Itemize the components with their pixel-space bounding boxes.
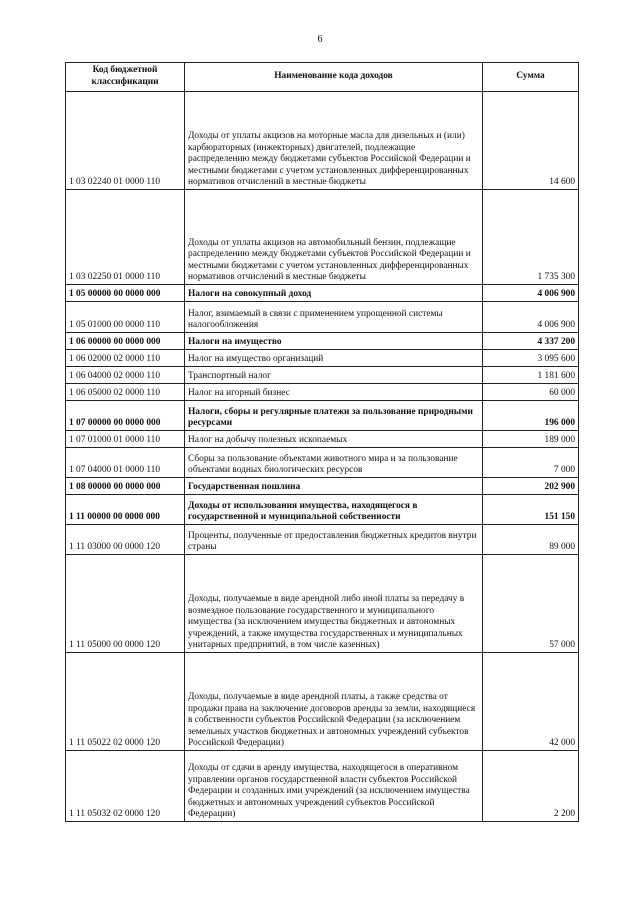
table-row (66, 478, 579, 495)
code-cell: 1 11 05022 02 0000 120 (66, 653, 185, 751)
sum-cell: 4 006 900 (483, 285, 579, 302)
name-cell: Налог на игорный бизнес (185, 384, 483, 401)
code-cell: 1 06 04000 02 0000 110 (66, 367, 185, 384)
header-code: Код бюджетной классификации (66, 63, 185, 92)
table-row (66, 653, 579, 751)
table-row (66, 495, 579, 525)
sum-cell: 4 337 200 (483, 333, 579, 350)
sum-cell: 151 150 (483, 495, 579, 525)
sum-cell: 4 006 900 (483, 302, 579, 333)
table-row (66, 555, 579, 653)
sum-cell: 60 000 (483, 384, 579, 401)
name-cell: Доходы от уплаты акцизов на моторные масла для дизельных и (или) карбюраторных (инжекторных) двигателей, подлежащие распределению между бюджетами субъектов Российской Федерации и местными бюджетами с учетом установленных дифференцированных нормативов отчислений в местные бюджеты (185, 92, 483, 190)
name-cell: Налоги на совокупный доход (185, 285, 483, 302)
table-row (66, 367, 579, 384)
name-cell: Доходы от использования имущества, находящегося в государственной и муниципальной собственности (185, 495, 483, 525)
name-cell: Доходы, получаемые в виде арендной платы, а также средства от продажи права на заключение договоров аренды за земли, находящиеся в собственности субъектов Российской Федерации (за исключением земельных участков бюджетных и автономных учреждений субъектов Российской Федерации) (185, 653, 483, 751)
table-row (66, 384, 579, 401)
code-cell: 1 05 00000 00 0000 000 (66, 285, 185, 302)
name-cell: Проценты, полученные от предоставления бюджетных кредитов внутри страны (185, 525, 483, 555)
name-cell: Сборы за пользование объектами животного мира и за пользование объектами водных биологических ресурсов (185, 448, 483, 478)
name-cell: Налог на имущество организаций (185, 350, 483, 367)
code-cell: 1 07 00000 00 0000 000 (66, 401, 185, 431)
code-cell: 1 11 05000 00 0000 120 (66, 555, 185, 653)
table-row (66, 525, 579, 555)
name-cell: Налоги, сборы и регулярные платежи за пользование природными ресурсами (185, 401, 483, 431)
header-sum: Сумма (483, 63, 579, 92)
table-header-row (66, 63, 579, 92)
table-row (66, 751, 579, 822)
sum-cell: 14 600 (483, 92, 579, 190)
sum-cell: 89 000 (483, 525, 579, 555)
sum-cell: 7 000 (483, 448, 579, 478)
table-row (66, 401, 579, 431)
sum-cell: 42 000 (483, 653, 579, 751)
table-row (66, 285, 579, 302)
header-name: Наименование кода доходов (185, 63, 483, 92)
sum-cell: 2 200 (483, 751, 579, 822)
table-row (66, 92, 579, 190)
name-cell: Налоги на имущество (185, 333, 483, 350)
table-row (66, 333, 579, 350)
sum-cell: 1 735 300 (483, 190, 579, 285)
page-number: 6 (317, 34, 323, 45)
name-cell: Транспортный налог (185, 367, 483, 384)
sum-cell: 202 900 (483, 478, 579, 495)
name-cell: Доходы от уплаты акцизов на автомобильный бензин, подлежащие распределению между бюджетами субъектов Российской Федерации и местными бюджетами с учетом установленных дифференцированных нормативов отчислений в местные бюджеты (185, 190, 483, 285)
sum-cell: 57 000 (483, 555, 579, 653)
sum-cell: 1 181 600 (483, 367, 579, 384)
sum-cell: 196 000 (483, 401, 579, 431)
code-cell: 1 03 02250 01 0000 110 (66, 190, 185, 285)
revenue-table (65, 62, 579, 822)
code-cell: 1 08 00000 00 0000 000 (66, 478, 185, 495)
table-row (66, 431, 579, 448)
name-cell: Доходы, получаемые в виде арендной либо иной платы за передачу в возмездное пользование государственного и муниципального имущества (за исключением имущества бюджетных и автономных учреждений, а также имущества государственных и муниципальных унитарных предприятий, в том числе казенных) (185, 555, 483, 653)
table-row (66, 190, 579, 285)
name-cell: Налог на добычу полезных ископаемых (185, 431, 483, 448)
name-cell: Государственная пошлина (185, 478, 483, 495)
code-cell: 1 05 01000 00 0000 110 (66, 302, 185, 333)
table-row (66, 302, 579, 333)
code-cell: 1 11 05032 02 0000 120 (66, 751, 185, 822)
code-cell: 1 06 05000 02 0000 110 (66, 384, 185, 401)
code-cell: 1 11 03000 00 0000 120 (66, 525, 185, 555)
table-row (66, 448, 579, 478)
code-cell: 1 07 01000 01 0000 110 (66, 431, 185, 448)
code-cell: 1 11 00000 00 0000 000 (66, 495, 185, 525)
code-cell: 1 03 02240 01 0000 110 (66, 92, 185, 190)
code-cell: 1 06 00000 00 0000 000 (66, 333, 185, 350)
code-cell: 1 06 02000 02 0000 110 (66, 350, 185, 367)
name-cell: Доходы от сдачи в аренду имущества, находящегося в оперативном управлении органов государственной власти субъектов Российской Федерации и созданных ими учреждений (за исключением имущества бюджетных и автономных учреждений субъектов Российской Федерации) (185, 751, 483, 822)
code-cell: 1 07 04000 01 0000 110 (66, 448, 185, 478)
sum-cell: 3 095 600 (483, 350, 579, 367)
name-cell: Налог, взимаемый в связи с применением упрощенной системы налогообложения (185, 302, 483, 333)
sum-cell: 189 000 (483, 431, 579, 448)
table-row (66, 350, 579, 367)
